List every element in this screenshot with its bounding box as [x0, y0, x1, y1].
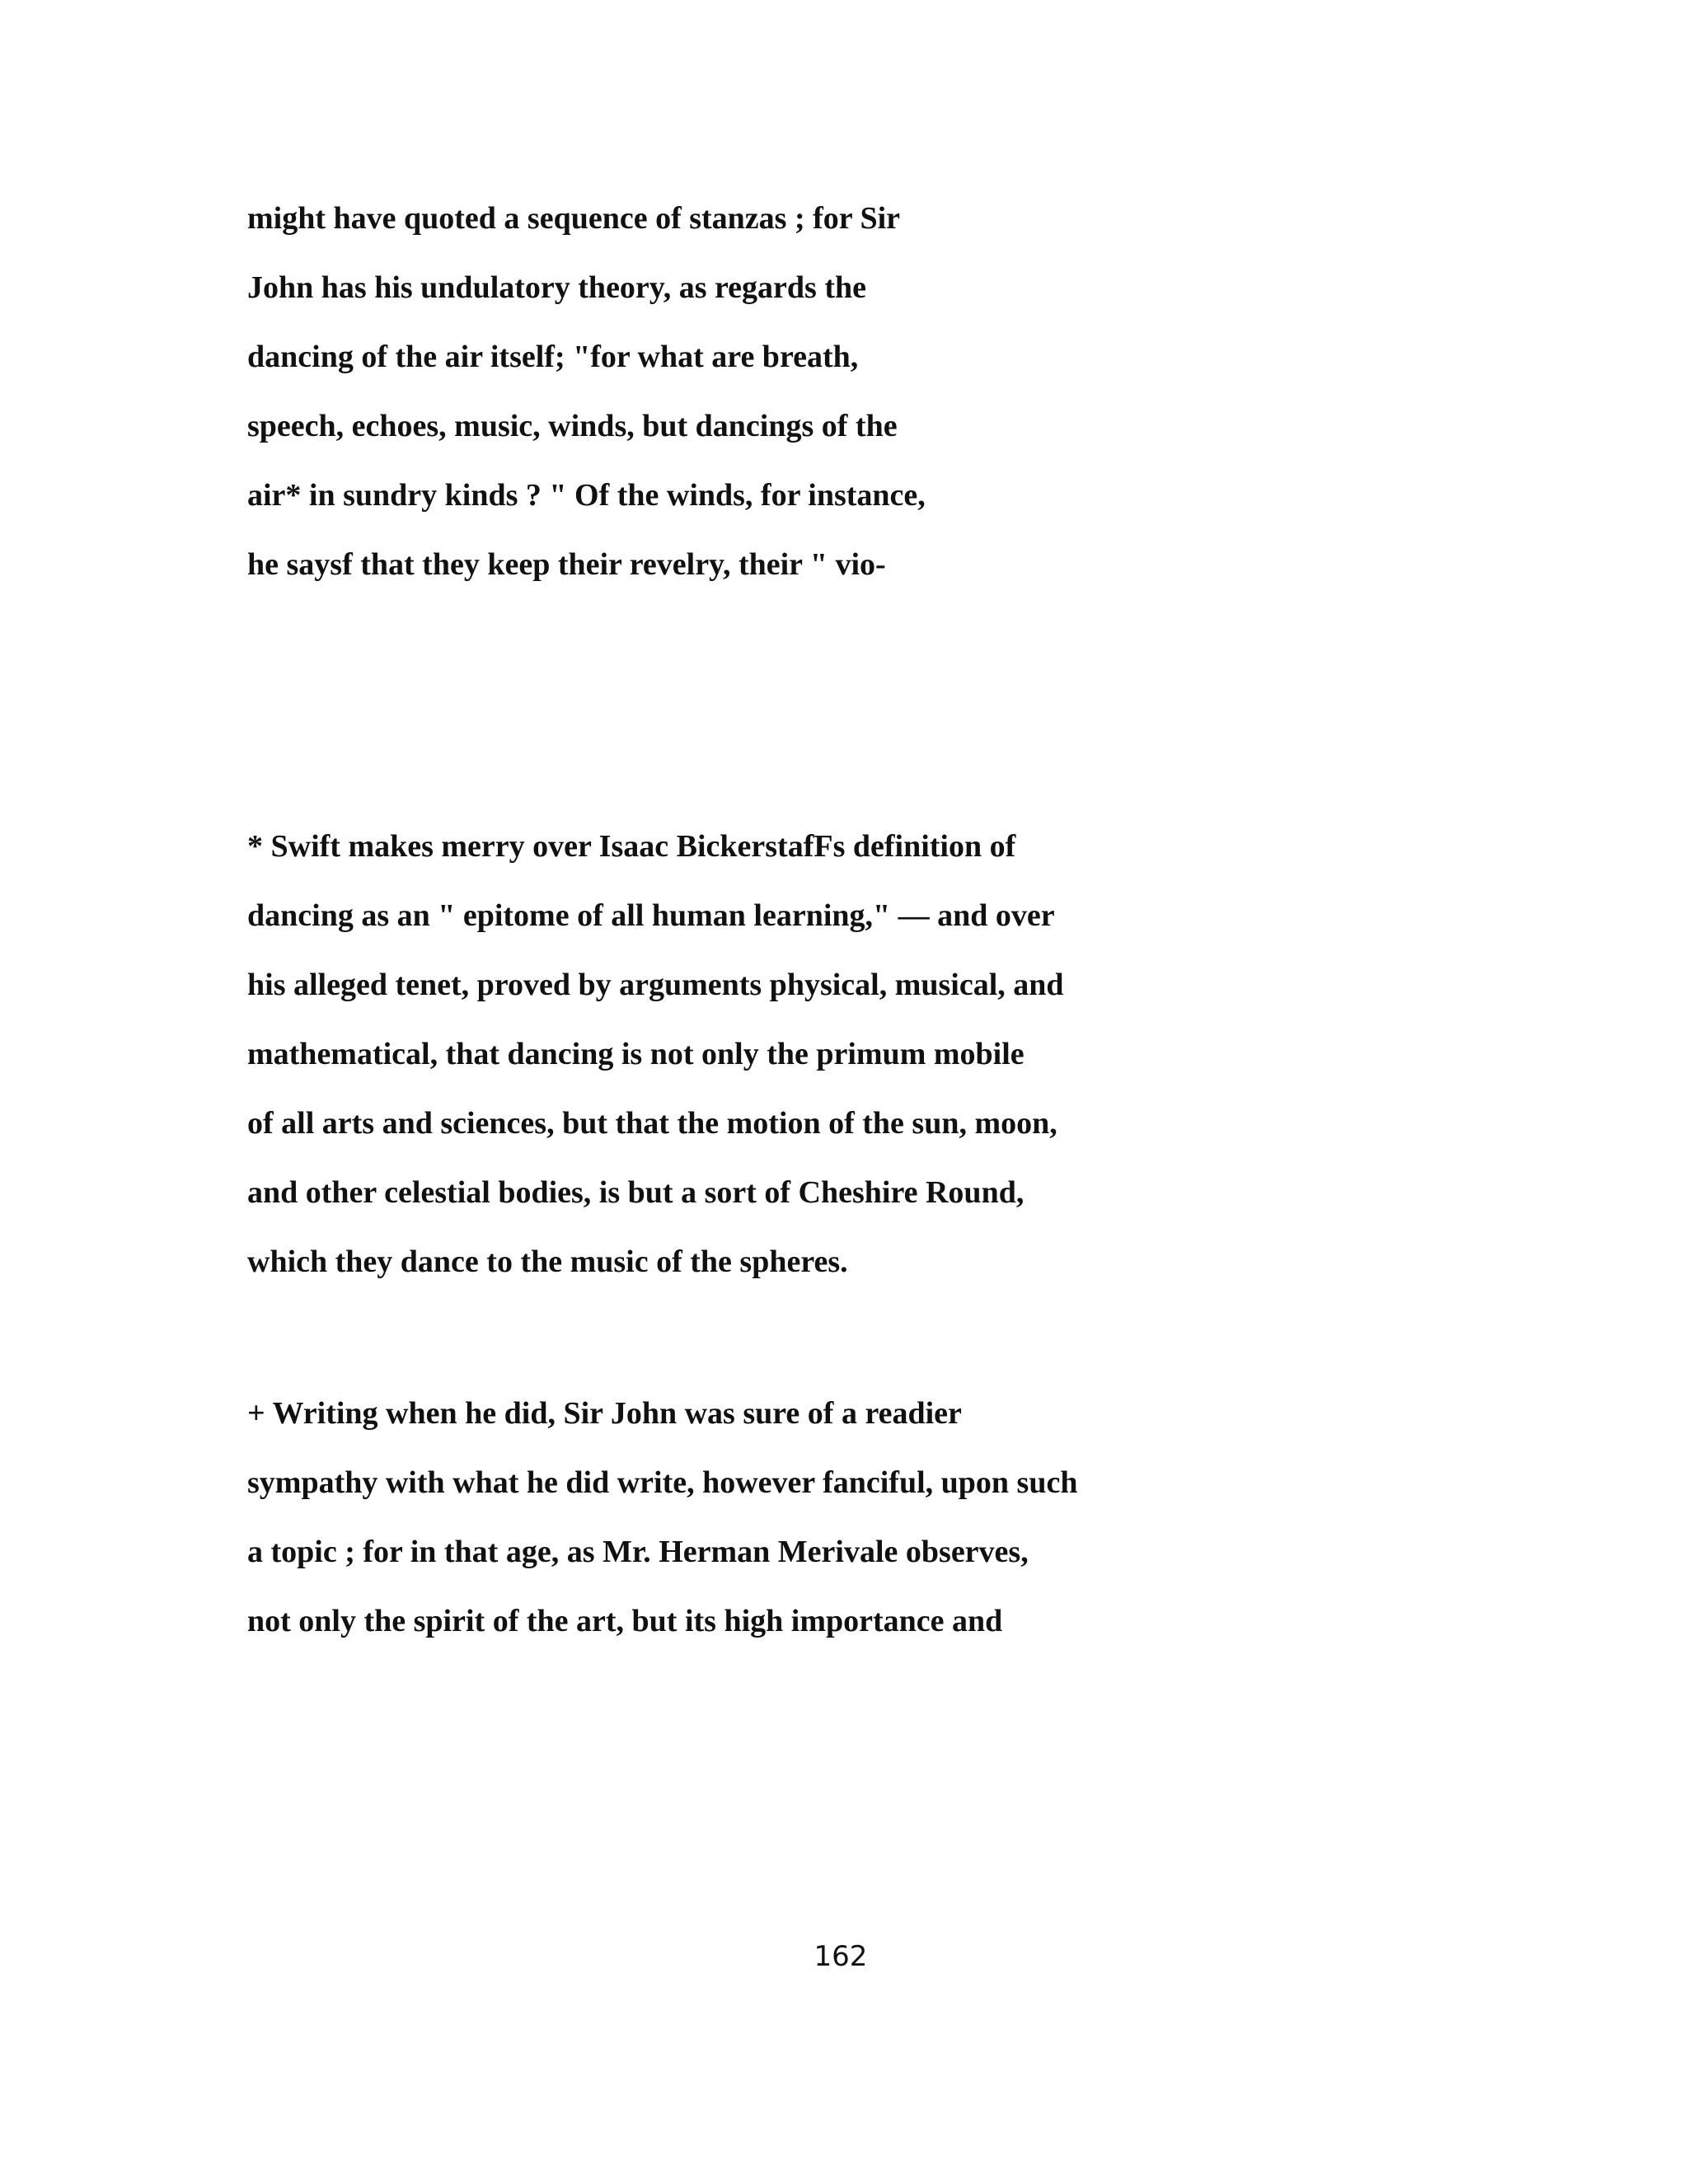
- footnote-line: sympathy with what he did write, however fanciful, upon such: [247, 1465, 1078, 1500]
- text-line: dancing of the air itself; "for what are breath,: [247, 340, 859, 374]
- page-number: 162: [814, 1940, 868, 1973]
- text-line: he saysf that they keep their revelry, their " vio-: [247, 547, 886, 582]
- footnote-line: and other celestial bodies, is but a sort of Cheshire Round,: [247, 1175, 1025, 1210]
- footnote-line: of all arts and sciences, but that the motion of the sun, moon,: [247, 1106, 1057, 1141]
- footnote-line: his alleged tenet, proved by arguments physical, musical, and: [247, 968, 1064, 1002]
- footnote-line: not only the spirit of the art, but its high importance and: [247, 1604, 1003, 1638]
- footnote-line: dancing as an " epitome of all human learning," — and over: [247, 898, 1055, 933]
- text-line: speech, echoes, music, winds, but dancings of the: [247, 409, 898, 443]
- text-line: might have quoted a sequence of stanzas ; for Sir: [247, 201, 901, 236]
- footnote-line: a topic ; for in that age, as Mr. Herman Merivale observes,: [247, 1535, 1029, 1569]
- footnote-line: * Swift makes merry over Isaac BickerstafFs definition of: [247, 829, 1016, 864]
- footnote-line: + Writing when he did, Sir John was sure of a readier: [247, 1396, 962, 1431]
- text-line: John has his undulatory theory, as regards the: [247, 270, 866, 305]
- footnote-line: mathematical, that dancing is not only the primum mobile: [247, 1037, 1025, 1071]
- footnote-line: which they dance to the music of the spheres.: [247, 1244, 848, 1279]
- text-line: air* in sundry kinds ? " Of the winds, for instance,: [247, 478, 926, 513]
